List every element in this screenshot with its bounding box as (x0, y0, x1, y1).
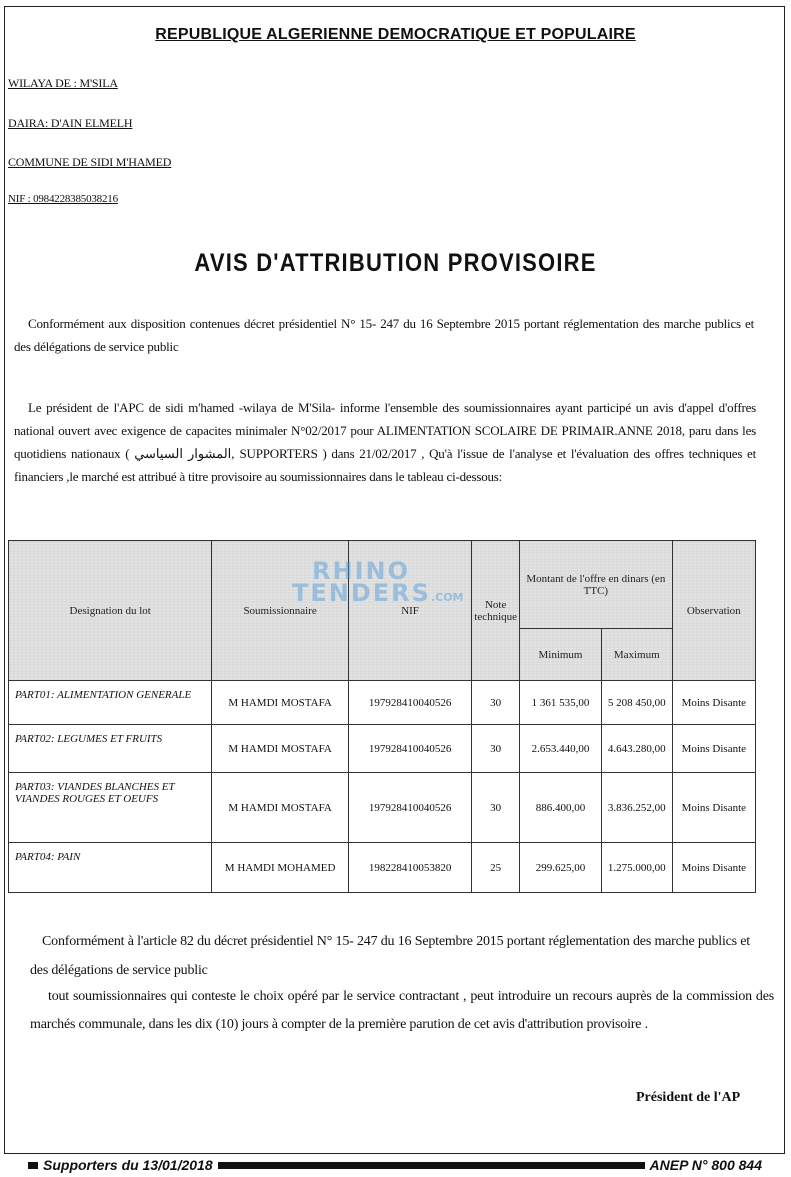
row-nif: 197928410040526 (348, 725, 471, 773)
watermark-line1: RHINO (312, 557, 410, 585)
header-minimum: Minimum (520, 629, 602, 681)
republic-header: REPUBLIQUE ALGERIENNE DEMOCRATIQUE ET POPULAIRE (155, 26, 636, 43)
commune-line: COMMUNE DE SIDI M'HAMED (8, 155, 172, 169)
row-soumissionnaire: M HAMDI MOHAMED (212, 843, 349, 893)
recours-paragraph: tout soumissionnaires qui conteste le choix opéré par le service contractant , peut introduire un recours auprès de la commission des marchés communale, dans les dix (10) jours à compter de la première parution de cet avis d'attribution provisoire . (30, 989, 774, 1032)
row-minimum: 2.653.440,00 (520, 725, 602, 773)
wilaya-line: WILAYA DE : M'SILA (8, 76, 118, 90)
header-soumissionnaire: Soumissionnaire (212, 541, 349, 681)
nif-line: NIF : 0984228385038216 (8, 193, 118, 205)
watermark-line2: TENDERS (292, 579, 431, 607)
row-maximum: 1.275.000,00 (601, 843, 672, 893)
row-soumissionnaire: M HAMDI MOSTAFA (212, 725, 349, 773)
watermark-suffix: .COM (430, 591, 464, 604)
table-row (9, 843, 756, 893)
row-note: 25 (472, 843, 520, 893)
row-observation: Moins Disante (672, 773, 755, 843)
footer-anep-number: ANEP N° 800 844 (645, 1157, 767, 1173)
daira-line: DAIRA: D'AIN ELMELH (8, 116, 133, 130)
row-observation: Moins Disante (672, 681, 755, 725)
row-minimum: 886.400,00 (520, 773, 602, 843)
row-nif: 198228410053820 (348, 843, 471, 893)
row-maximum: 3.836.252,00 (601, 773, 672, 843)
row-observation: Moins Disante (672, 725, 755, 773)
row-designation: PART03: VIANDES BLANCHES ET VIANDES ROUGES ET OEUFS (9, 773, 212, 843)
row-minimum: 1 361 535,00 (520, 681, 602, 725)
footer-bar (28, 1157, 767, 1173)
header-montant: Montant de l'offre en dinars (en TTC) (520, 541, 672, 629)
row-soumissionnaire: M HAMDI MOSTAFA (212, 773, 349, 843)
row-note: 30 (472, 773, 520, 843)
row-nif: 197928410040526 (348, 773, 471, 843)
row-maximum: 5 208 450,00 (601, 681, 672, 725)
header-note: Note technique (472, 541, 520, 681)
row-note: 30 (472, 725, 520, 773)
document-title: AVIS D'ATTRIBUTION PROVISOIRE (194, 248, 597, 277)
table-row (9, 773, 756, 843)
announcement-paragraph: Le président de l'APC de sidi m'hamed -wilaya de M'Sila- informe l'ensemble des soumissionnaires ayant participé un avis d'appel d'offres national ouvert avec exigence de capacites minimaler N°02/2017 pour ALIMENTATION SCOLAIRE DE PRIMAIR.ANNE 2018, paru dans les quotidiens nationaux ( المشوار السياسي, SUPPORTERS ) dans 21/02/2017 , Qu'à l'issue de l'analyse et l'évaluation des offres techniques et financiers ,le marché est attribué à titre provisoire au soumissionnaires dans le tableau ci-dessous: (14, 400, 756, 484)
attribution-table (8, 540, 756, 893)
row-soumissionnaire: M HAMDI MOSTAFA (212, 681, 349, 725)
header-designation: Designation du lot (9, 541, 212, 681)
row-observation: Moins Disante (672, 843, 755, 893)
row-nif: 197928410040526 (348, 681, 471, 725)
row-designation: PART02: LEGUMES ET FRUITS (9, 725, 212, 773)
table-row (9, 725, 756, 773)
article-82-paragraph: Conformément à l'article 82 du décret présidentiel N° 15- 247 du 16 Septembre 2015 portant réglementation des marche publics et des délégations de service public (30, 934, 750, 978)
header-maximum: Maximum (601, 629, 672, 681)
header-observation: Observation (672, 541, 755, 681)
signature: Président de l'AP (636, 1090, 741, 1105)
header-nif: NIF (348, 541, 471, 681)
row-designation: PART01: ALIMENTATION GENERALE (9, 681, 212, 725)
table-row (9, 681, 756, 725)
intro-paragraph: Conformément aux disposition contenues décret présidentiel N° 15- 247 du 16 Septembre 2015 portant réglementation des marche publics et des délégations de service public (14, 316, 754, 354)
row-minimum: 299.625,00 (520, 843, 602, 893)
row-note: 30 (472, 681, 520, 725)
row-maximum: 4.643.280,00 (601, 725, 672, 773)
footer-publication: Supporters du 13/01/2018 (38, 1157, 218, 1173)
row-designation: PART04: PAIN (9, 843, 212, 893)
